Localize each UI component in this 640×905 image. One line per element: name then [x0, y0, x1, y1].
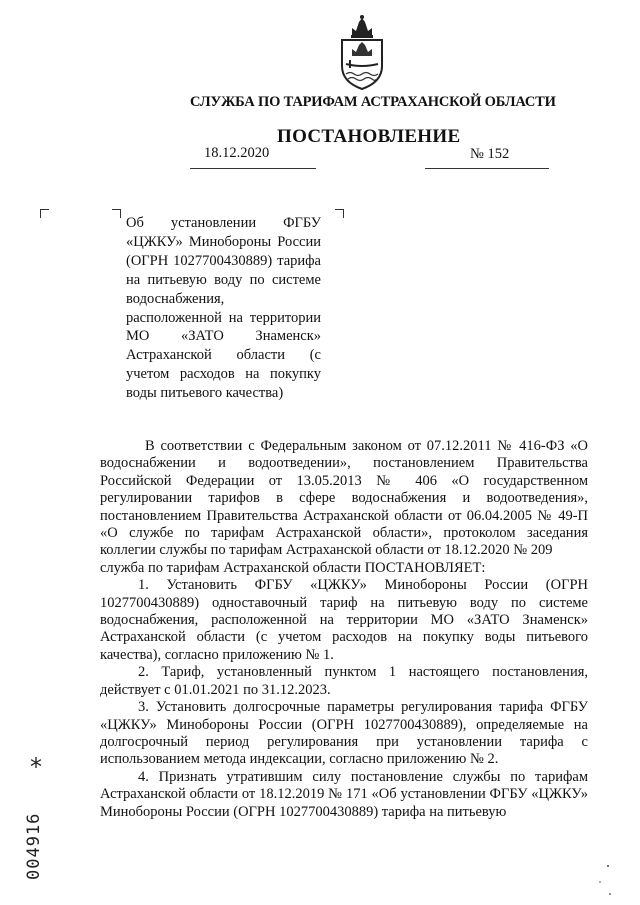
agency-name: СЛУЖБА ПО ТАРИФАМ АСТРАХАНСКОЙ ОБЛАСТИ	[190, 94, 556, 110]
document-subject: Об установлении ФГБУ «ЦЖКУ» Минобороны России (ОГРН 1027700430889) тарифа на питьевую воду по системе водоснабжения, расположенной на территории МО «ЗАТО Знаменск» Астраханской области (с учетом расходов на покупку воды питьевого качества)	[126, 215, 321, 402]
preamble-paragraph: В соответствии с Федеральным законом от 07.12.2011 № 416-ФЗ «О водоснабжении и водоотведении», постановлением Правительства Российской Федерации от 13.05.2013 № 406 «О государственном регулировании тарифов в сфере водоснабжения и водоотведения», постановлением Правительства Астраханской области от 06.04.2005 № 49-П «О службе по тарифам Астраханской области», протоколом заседания коллегии службы по тарифам Астраханской области от 18.12.2020 № 209	[100, 438, 588, 559]
margin-serial-number: 004916	[24, 812, 44, 880]
clause-3: 3. Установить долгосрочные параметры регулирования тарифа ФГБУ «ЦЖКУ» Минобороны России (ОГРН 1027700430889), определяемые на долгосрочный период регулирования при установлении тарифа с использованием метода индексации, согласно приложению № 2.	[100, 699, 588, 768]
document-number: № 152	[470, 146, 510, 162]
resolution-line: служба по тарифам Астраханской области ПОСТАНОВЛЯЕТ:	[100, 559, 486, 576]
clause-1: 1. Установить ФГБУ «ЦЖКУ» Минобороны России (ОГРН 1027700430889) одноставочный тариф на питьевую воду по системе водоснабжения, расположенной на территории МО «ЗАТО Знаменск» Астраханской области (с учетом расходов на покупку воды питьевого качества), согласно приложению № 1.	[100, 577, 588, 663]
clause-4: 4. Признать утратившим силу постановление службы по тарифам Астраханской области от 18.12.2019 № 171 «Об установлении ФГБУ «ЦЖКУ» Минобороны России (ОГРН 1027700430889) тарифа на питьевую	[100, 768, 588, 820]
number-underline	[425, 168, 549, 169]
document-date: 18.12.2020	[204, 145, 270, 161]
clause-2: 2. Тариф, установленный пунктом 1 настоящего постановления, действует с 01.01.2021 по 31.12.2023.	[100, 664, 588, 698]
date-underline	[190, 168, 316, 169]
corner-bracket-left	[40, 209, 49, 218]
margin-star-mark: *	[30, 753, 42, 781]
corner-bracket-subject-right	[335, 209, 344, 218]
coat-of-arms-icon	[336, 14, 388, 92]
document-type: ПОСТАНОВЛЕНИЕ	[277, 126, 461, 147]
corner-bracket-subject-left	[112, 209, 121, 218]
scan-specks	[590, 860, 620, 900]
document-body	[100, 438, 588, 821]
